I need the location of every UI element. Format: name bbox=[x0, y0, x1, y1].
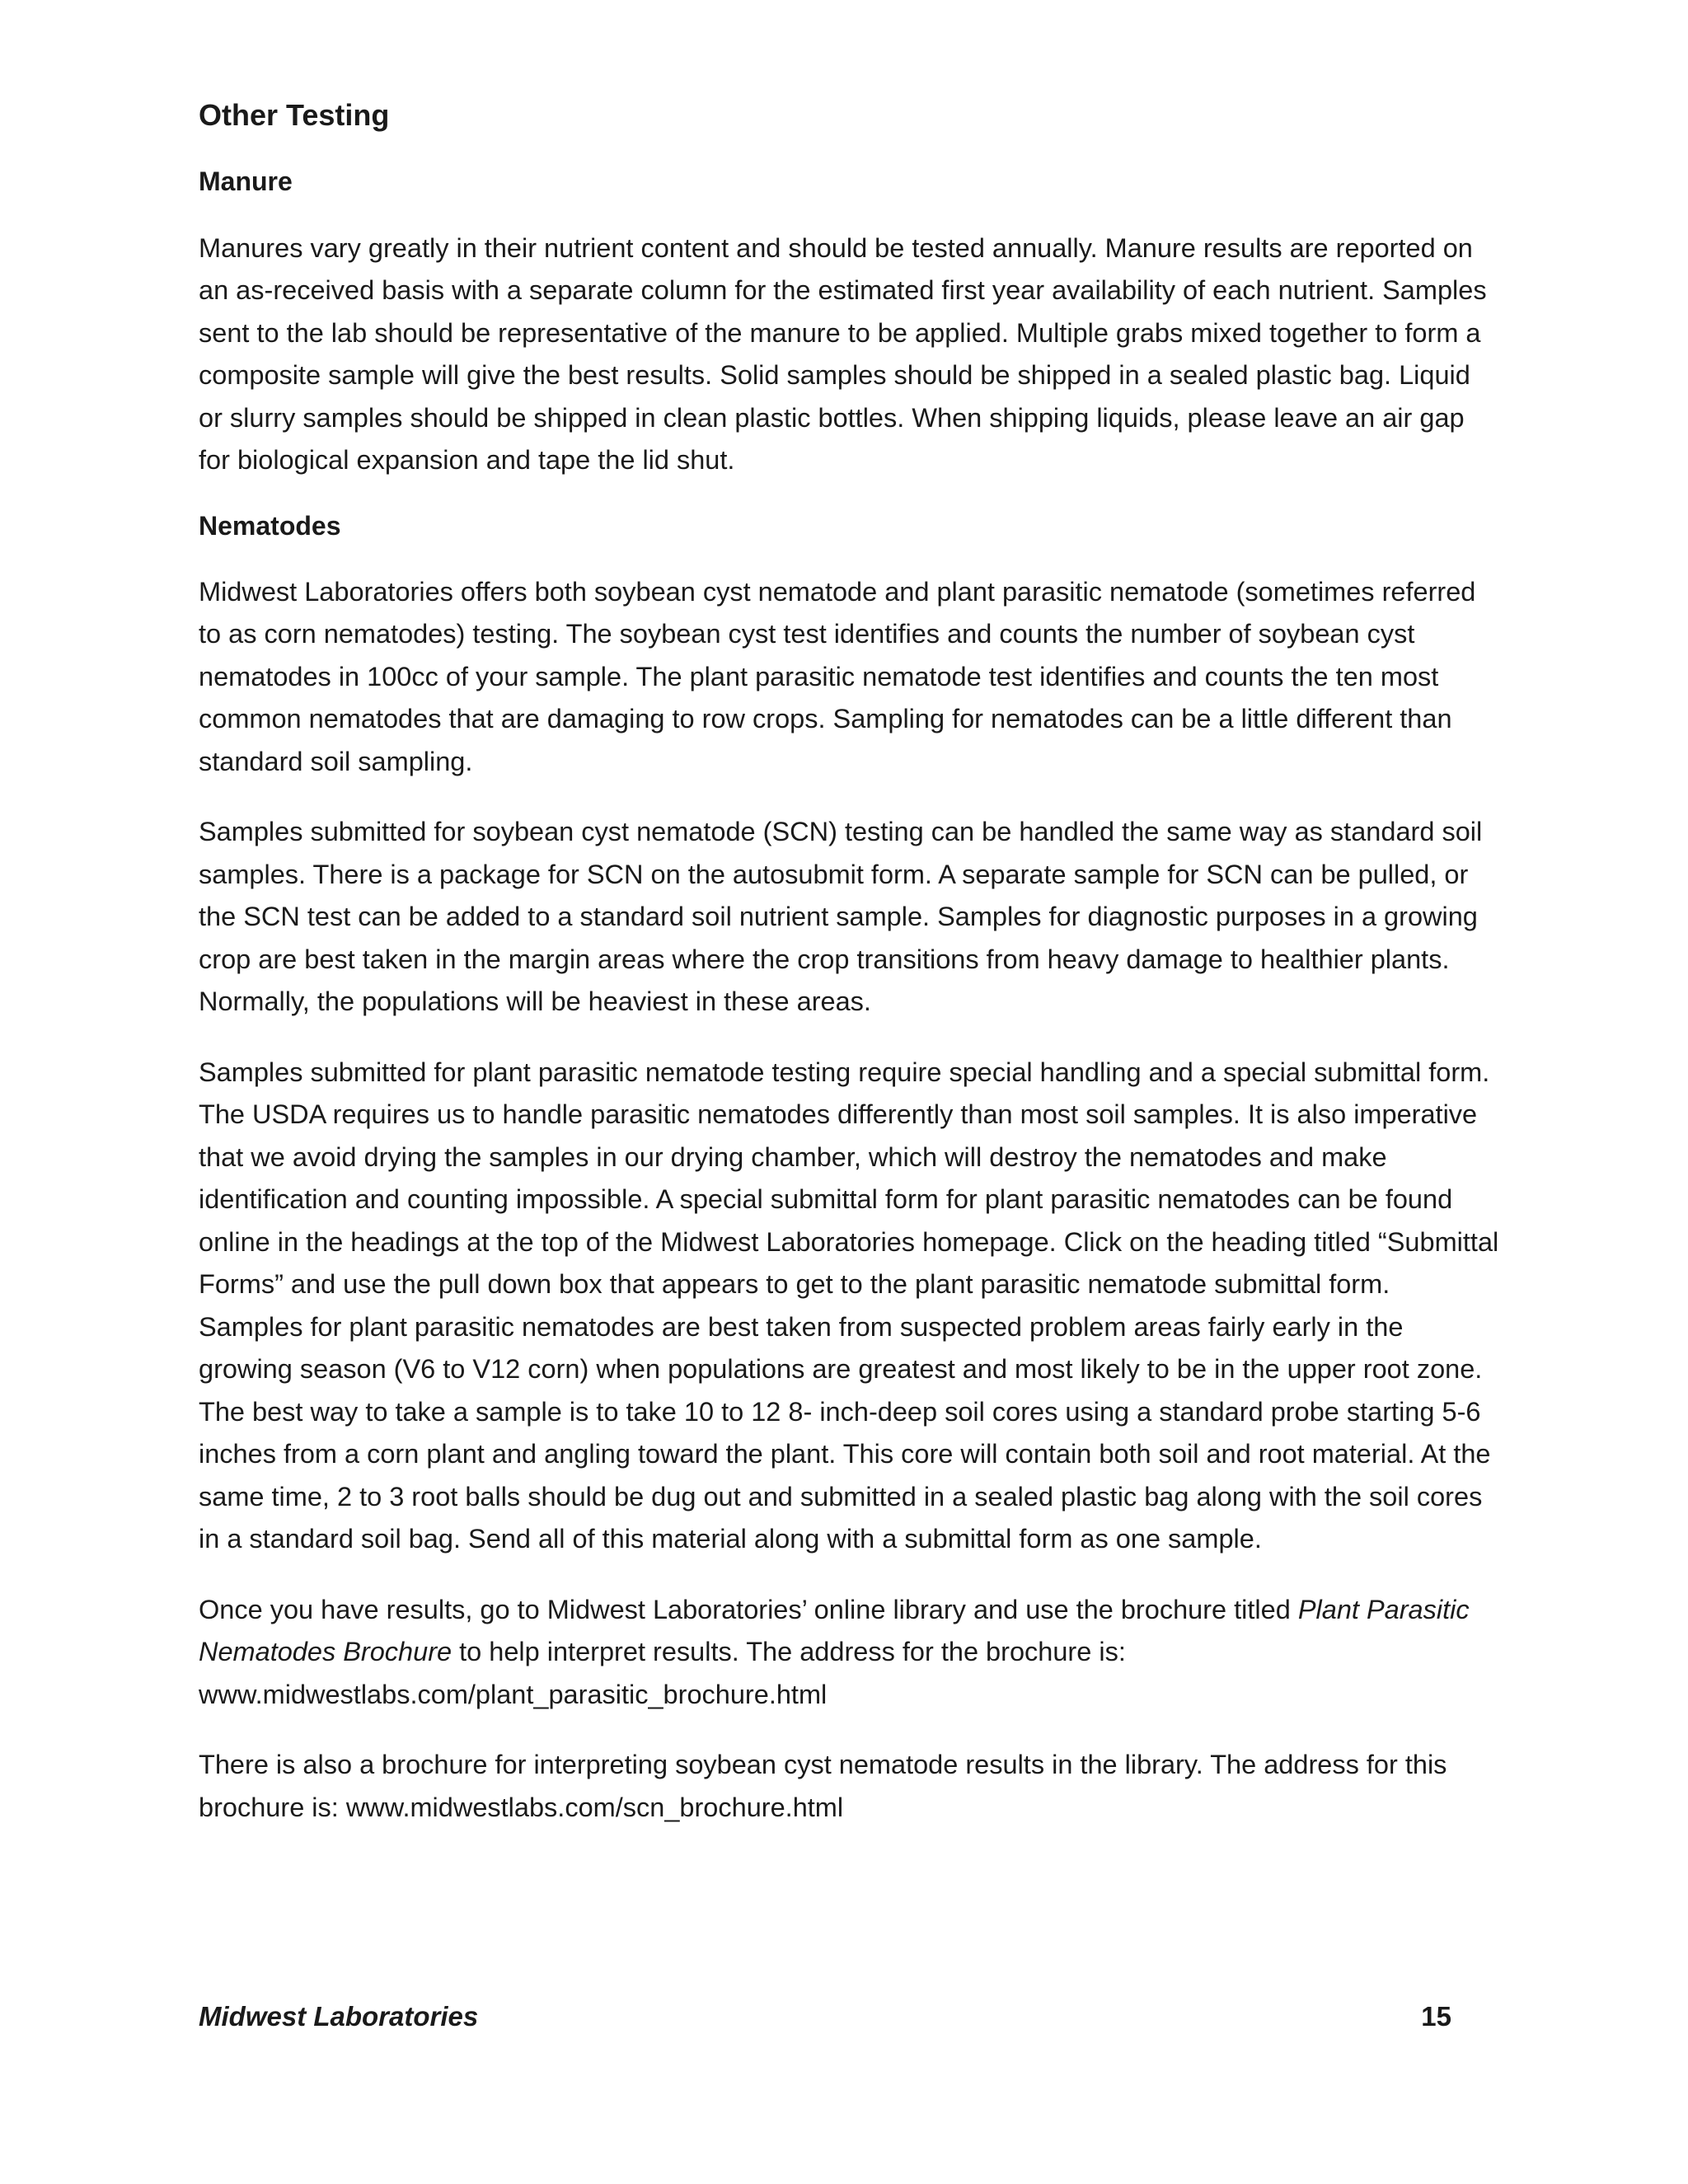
section-title: Other Testing bbox=[199, 98, 390, 132]
page-footer bbox=[199, 2001, 1451, 2032]
footer-organization: Midwest Laboratories bbox=[199, 2001, 479, 2032]
manure-paragraph: Manures vary greatly in their nutrient content and should be tested annually. Manure results are reported on an as-received basis with a separate column for the estimated first year availability of each nutrient. Samples sent to the lab should be representative of the manure to be applied. Multiple grabs mixed together to form a composite sample will give the best results. Solid samples should be shipped in a sealed plastic bag. Liquid or slurry samples should be shipped in clean plastic bottles. When shipping liquids, please leave an air gap for biological expansion and tape the lid shut. bbox=[199, 232, 1487, 476]
paragraph-4-text-after: to help interpret results. The address for the brochure is: www.midwestlabs.com/plant_parasitic_brochure.html bbox=[199, 1637, 1126, 1709]
brochure-title: Plant Parasitic Nematodes Brochure bbox=[199, 1594, 1470, 1667]
paragraph-4-text-before: Once you have results, go to Midwest Laboratories’ online library and use the brochure titled bbox=[199, 1594, 1298, 1624]
nematodes-paragraph-1: Midwest Laboratories offers both soybean cyst nematode and plant parasitic nematode (sometimes referred to as corn nematodes) testing. The soybean cyst test identifies and counts the number of soybean cyst nematodes in 100cc of your sample. The plant parasitic nematode test identifies and counts the ten most common nematodes that are damaging to row crops. Sampling for nematodes can be a little different than standard soil sampling. bbox=[199, 576, 1476, 776]
nematodes-paragraph-4 bbox=[199, 1589, 1501, 1717]
nematodes-paragraph-3: Samples submitted for plant parasitic nematode testing require special handling and a special submittal form. The USDA requires us to handle parasitic nematodes differently than most soil samples. It is also imperative that we avoid drying the samples in our drying chamber, which will destroy the nematodes and make identification and counting impossible. A special submittal form for plant parasitic nematodes can be found online in the headings at the top of the Midwest Laboratories homepage. Click on the heading titled “Submittal Forms” and use the pull down box that appears to get to the plant parasitic nematode submittal form. Samples for plant parasitic nematodes are best taken from suspected problem areas fairly early in the growing season (V6 to V12 corn) when populations are greatest and most likely to be in the upper root zone. The best way to take a sample is to take 10 to 12 8- inch-deep soil cores using a standard probe starting 5-6 inches from a corn plant and angling toward the plant. This core will contain both soil and root material. At the same time, 2 to 3 root balls should be dug out and submitted in a sealed plastic bag along with the soil cores in a standard soil bag. Send all of this material along with a submittal form as one sample. bbox=[199, 1057, 1499, 1554]
manure-heading: Manure bbox=[199, 166, 293, 197]
page-number: 15 bbox=[1421, 2001, 1451, 2032]
nematodes-paragraph-2: Samples submitted for soybean cyst nematode (SCN) testing can be handled the same way as standard soil samples. There is a package for SCN on the autosubmit form. A separate sample for SCN can be pulled, or the SCN test can be added to a standard soil nutrient sample. Samples for diagnostic purposes in a growing crop are best taken in the margin areas where the crop transitions from heavy damage to healthier plants. Normally, the populations will be heaviest in these areas. bbox=[199, 817, 1483, 1017]
nematodes-heading: Nematodes bbox=[199, 510, 341, 541]
document-page bbox=[199, 97, 1501, 1857]
nematodes-paragraph-5: There is also a brochure for interpreting soybean cyst nematode results in the library. The address for this brochure is: www.midwestlabs.com/scn_brochure.html bbox=[199, 1750, 1447, 1822]
